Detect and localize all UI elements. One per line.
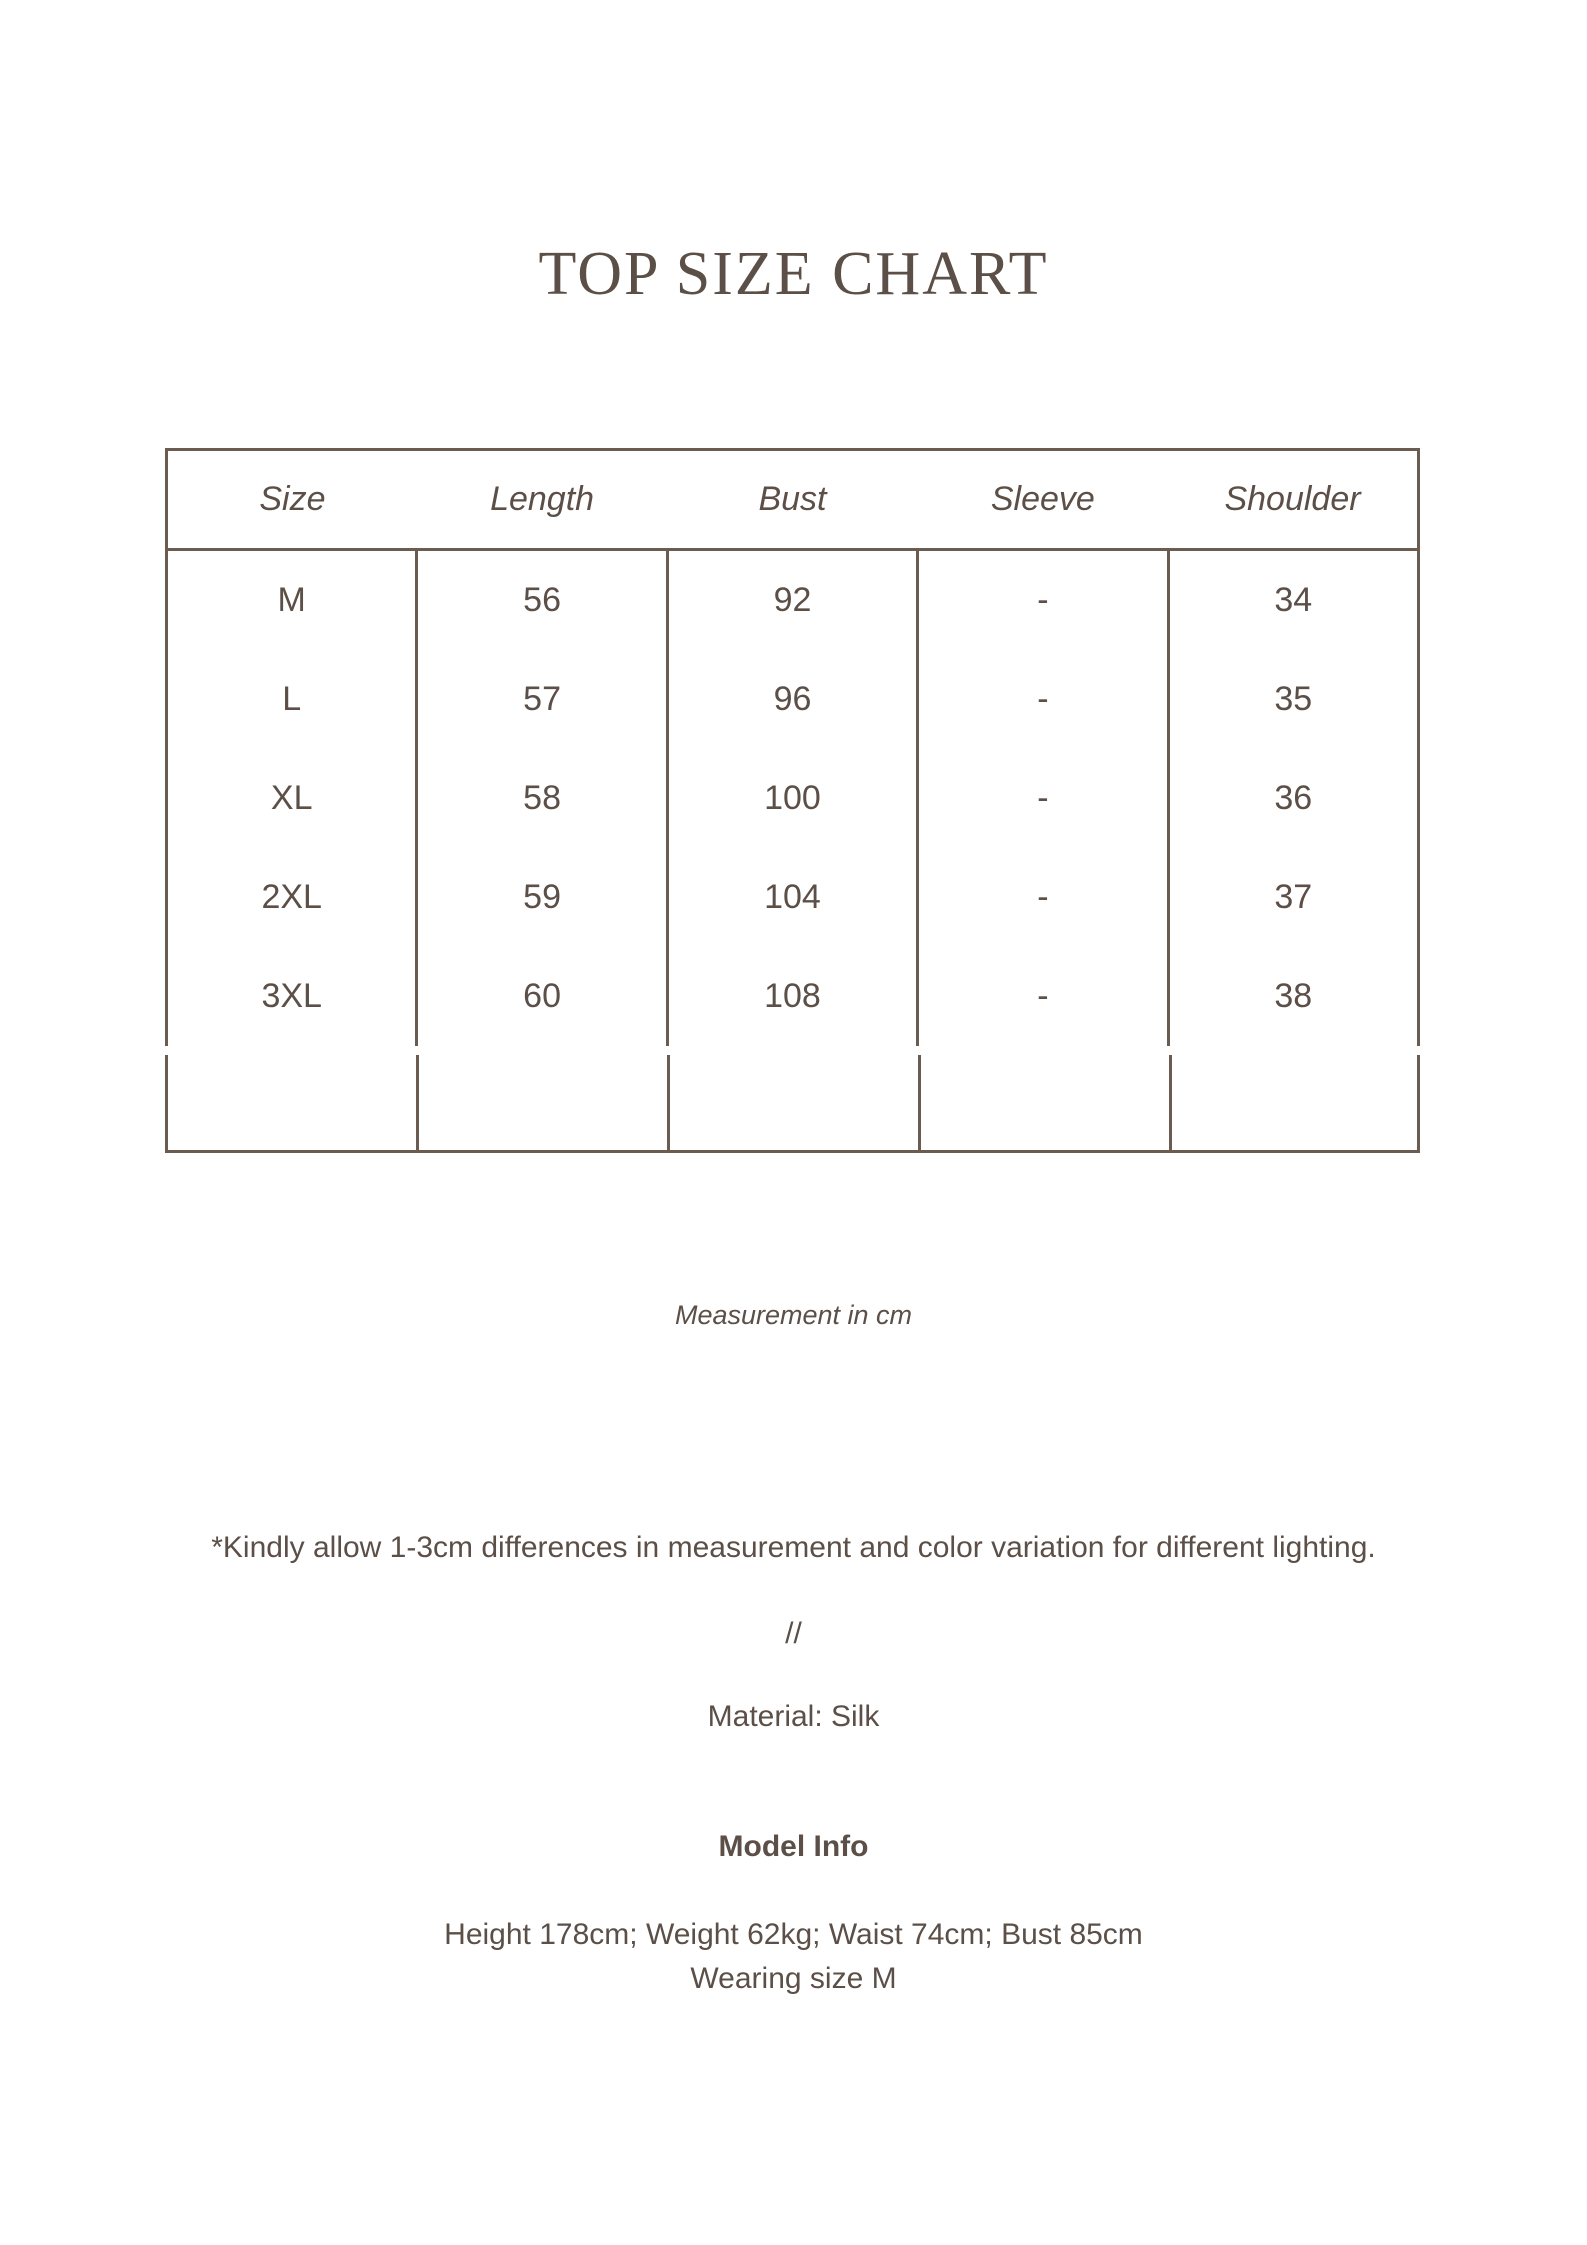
size-table-header (167, 450, 1419, 550)
table-divider-4 (1169, 1055, 1172, 1150)
table-divider-3 (918, 1055, 921, 1150)
measurement-unit-note: Measurement in cm (674, 1300, 913, 1330)
cell-length: 60 (417, 947, 667, 1046)
column-header-shoulder: Shoulder (1168, 450, 1418, 550)
model-info-details (0, 1913, 1587, 2000)
cell-sleeve: - (918, 947, 1168, 1046)
column-header-sleeve: Sleeve (918, 450, 1168, 550)
cell-sleeve: - (918, 550, 1168, 651)
measurement-disclaimer: *Kindly allow 1-3cm differences in measurement and color variation for different lighting. (211, 1531, 1376, 1564)
table-row (167, 848, 1419, 947)
cell-size: XL (167, 749, 417, 848)
table-divider-1 (416, 1055, 419, 1150)
table-row (167, 550, 1419, 651)
cell-size: 3XL (167, 947, 417, 1046)
page-title: TOP SIZE CHART (538, 240, 1049, 308)
size-table-body (167, 550, 1419, 1047)
cell-shoulder: 34 (1168, 550, 1418, 651)
cell-shoulder: 37 (1168, 848, 1418, 947)
table-bottom-padding (165, 1055, 1420, 1153)
cell-length: 58 (417, 749, 667, 848)
cell-bust: 96 (667, 650, 917, 749)
column-header-bust: Bust (667, 450, 917, 550)
cell-shoulder: 38 (1168, 947, 1418, 1046)
table-divider-2 (667, 1055, 670, 1150)
section-separator: // (785, 1617, 802, 1650)
table-row (167, 650, 1419, 749)
cell-sleeve: - (918, 749, 1168, 848)
material-info: Material: Silk (707, 1700, 880, 1733)
cell-length: 59 (417, 848, 667, 947)
cell-sleeve: - (918, 650, 1168, 749)
cell-bust: 104 (667, 848, 917, 947)
cell-length: 56 (417, 550, 667, 651)
model-info-heading: Model Info (718, 1830, 869, 1863)
cell-bust: 108 (667, 947, 917, 1046)
size-table-container (165, 448, 1420, 1046)
cell-length: 57 (417, 650, 667, 749)
cell-bust: 92 (667, 550, 917, 651)
table-row (167, 947, 1419, 1046)
model-wearing-size: Wearing size M (690, 1961, 897, 1995)
table-header-row (167, 450, 1419, 550)
model-measurements: Height 178cm; Weight 62kg; Waist 74cm; Bust 85cm (444, 1918, 1143, 1951)
table-row (167, 749, 1419, 848)
cell-size: L (167, 650, 417, 749)
size-table (165, 448, 1420, 1046)
cell-size: M (167, 550, 417, 651)
column-header-size: Size (167, 450, 417, 550)
cell-shoulder: 36 (1168, 749, 1418, 848)
cell-bust: 100 (667, 749, 917, 848)
cell-size: 2XL (167, 848, 417, 947)
column-header-length: Length (417, 450, 667, 550)
cell-sleeve: - (918, 848, 1168, 947)
cell-shoulder: 35 (1168, 650, 1418, 749)
